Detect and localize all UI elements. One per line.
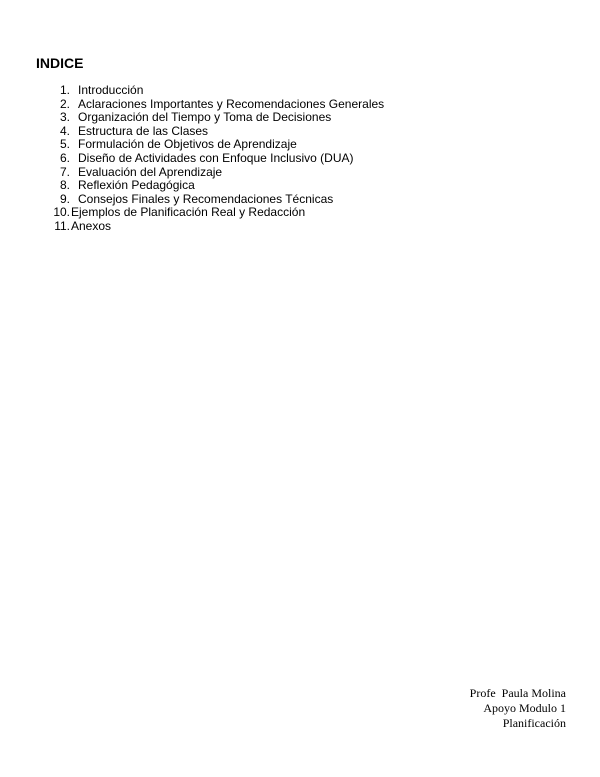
toc-text: Consejos Finales y Recomendaciones Técnicas <box>78 191 334 206</box>
footer-subject: Planificación <box>502 716 566 730</box>
toc-number: 7. <box>59 164 70 179</box>
toc-number: 8. <box>59 178 70 193</box>
toc-text: Diseño de Actividades con Enfoque Inclusivo (DUA) <box>78 150 354 165</box>
toc-item-4 <box>48 125 384 139</box>
toc-number: 9. <box>59 191 70 206</box>
toc-item-9 <box>48 193 384 207</box>
toc-item-2 <box>48 98 384 112</box>
toc-number: 4. <box>59 123 70 138</box>
toc-number: 5. <box>59 137 70 152</box>
toc-text: Aclaraciones Importantes y Recomendaciones Generales <box>78 96 385 111</box>
toc-text: Formulación de Objetivos de Aprendizaje <box>78 137 297 152</box>
table-of-contents <box>48 84 384 234</box>
toc-item-8 <box>48 179 384 193</box>
footer-signature <box>470 686 566 731</box>
toc-item-5 <box>48 138 384 152</box>
toc-number: 6. <box>59 150 70 165</box>
toc-text: Anexos <box>71 218 112 233</box>
toc-text: Organización del Tiempo y Toma de Decisiones <box>78 110 332 125</box>
toc-item-11 <box>48 220 384 234</box>
footer-author: Profe Paula Molina <box>469 686 566 700</box>
toc-item-7 <box>48 166 384 180</box>
toc-text: Reflexión Pedagógica <box>78 178 195 193</box>
toc-item-3 <box>48 111 384 125</box>
toc-number: 1. <box>59 83 70 97</box>
toc-text: Estructura de las Clases <box>78 123 209 138</box>
toc-number: 3. <box>59 110 70 125</box>
toc-text: Introducción <box>78 83 144 97</box>
toc-text: Evaluación del Aprendizaje <box>78 164 223 179</box>
toc-number: 2. <box>59 96 70 111</box>
toc-number: 11. <box>54 218 70 233</box>
toc-item-1 <box>48 84 384 98</box>
footer-module: Apoyo Modulo 1 <box>483 701 566 715</box>
toc-item-6 <box>48 152 384 166</box>
toc-item-10 <box>48 206 384 220</box>
toc-text: Ejemplos de Planificación Real y Redacción <box>71 205 306 220</box>
toc-number: 10. <box>53 205 70 220</box>
page-title: INDICE <box>36 55 84 71</box>
